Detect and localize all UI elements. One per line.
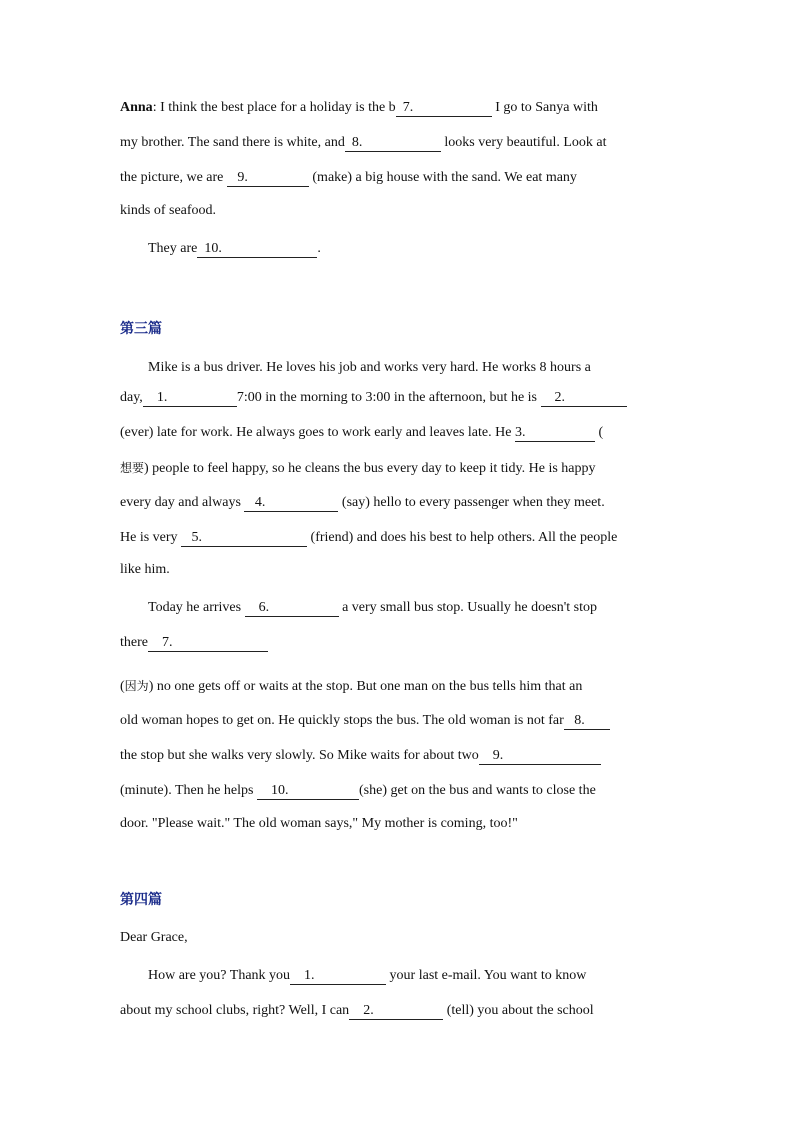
passage3-line-2 [120, 388, 627, 408]
blank-number: 3. [514, 425, 526, 440]
passage4-line-2 [148, 966, 586, 986]
chinese-hint: 想要 [120, 461, 145, 475]
passage3-line-12 [120, 746, 601, 766]
text: ( [120, 679, 125, 694]
blank-8b[interactable] [564, 713, 610, 730]
text: about my school clubs, right? Well, I can [120, 1003, 350, 1018]
blank-7b[interactable] [148, 635, 268, 652]
text: old woman hopes to get on. He quickly stops the bus. The old woman is not far [120, 713, 564, 728]
blank-1b[interactable] [290, 968, 386, 985]
blank-6[interactable] [245, 600, 339, 617]
text: 7:00 in the morning to 3:00 in the afternoon, but he is [236, 390, 541, 405]
text: door. "Please wait." The old woman says," My mother is coming, too!" [120, 816, 518, 831]
text: (make) a big house with the sand. We eat many [308, 170, 577, 185]
passage3-line-4 [120, 458, 596, 479]
blank-4[interactable] [244, 495, 338, 512]
text: the stop but she walks very slowly. So Mike waits for about two [120, 748, 479, 763]
text: (say) hello to every passenger when they meet. [338, 495, 605, 510]
text: He is very [120, 530, 182, 545]
text: day, [120, 390, 143, 405]
passage3-line-6 [120, 528, 617, 548]
blank-number: 1. [156, 390, 168, 405]
text: ( [594, 425, 604, 440]
blank-10[interactable] [197, 241, 317, 258]
text: the picture, we are [120, 170, 227, 185]
blank-3[interactable] [515, 425, 595, 442]
passage2-line-3 [120, 168, 577, 188]
text: kinds of seafood. [120, 203, 217, 218]
blank-number: 8. [351, 135, 363, 150]
text: (minute). Then he helps [120, 783, 257, 798]
blank-number: 2. [554, 390, 565, 405]
blank-number: 6. [258, 600, 270, 615]
blank-number: 7. [161, 635, 173, 650]
passage3-line-5 [120, 493, 605, 513]
passage4-line-1 [120, 928, 188, 948]
passage3-line-9 [120, 633, 268, 653]
text: ) no one gets off or waits at the stop. But one man on the bus tells him that an [148, 679, 583, 694]
passage3-line-10 [120, 676, 582, 697]
text: every day and always [120, 495, 245, 510]
passage3-line-7 [120, 560, 170, 580]
blank-number: 5. [191, 530, 203, 545]
passage2-line-2 [120, 133, 607, 153]
blank-number: 7. [402, 100, 414, 115]
blank-1[interactable] [143, 390, 237, 407]
blank-number: 8. [574, 713, 585, 728]
text: your last e-mail. You want to know [386, 968, 587, 983]
blank-9b[interactable] [479, 748, 601, 765]
blank-2b[interactable] [349, 1003, 443, 1020]
blank-number: 2. [363, 1003, 374, 1018]
text: They are [148, 241, 198, 256]
blank-number: 9. [492, 748, 504, 763]
text: (friend) and does his best to help others. All the people [307, 530, 618, 545]
text: my brother. The sand there is white, and [120, 135, 345, 150]
blank-10b[interactable] [257, 783, 359, 800]
passage3-line-3 [120, 423, 603, 443]
passage2-line-5 [148, 239, 321, 259]
chinese-hint: 因为 [124, 679, 149, 693]
text: looks very beautiful. Look at [440, 135, 607, 150]
text: (ever) late for work. He always goes to work early and leaves late. He [120, 425, 515, 440]
blank-9[interactable] [227, 170, 309, 187]
passage3-line-8 [148, 598, 597, 618]
passage3-line-14 [120, 814, 518, 834]
blank-5[interactable] [181, 530, 307, 547]
blank-8[interactable] [345, 135, 441, 152]
blank-number: 10. [204, 241, 222, 256]
text: Mike is a bus driver. He loves his job and works very hard. He works 8 hours a [148, 360, 591, 375]
text: : I think the best place for a holiday is the b [152, 100, 396, 115]
blank-2[interactable] [541, 390, 627, 407]
passage4-line-3 [120, 1001, 594, 1021]
speaker-name: Anna [120, 100, 153, 115]
text: . [317, 241, 321, 256]
passage2-line-4 [120, 201, 216, 221]
passage3-line-11 [120, 711, 610, 731]
text: ) people to feel happy, so he cleans the bus every day to keep it tidy. He is happy [144, 461, 596, 476]
section-heading-4: 第四篇 [120, 892, 162, 908]
blank-number: 4. [254, 495, 266, 510]
section-heading-3: 第三篇 [120, 321, 162, 337]
blank-number: 1. [304, 968, 315, 983]
text: Today he arrives [148, 600, 245, 615]
text: How are you? Thank you [148, 968, 291, 983]
passage3-line-13 [120, 781, 596, 801]
blank-7[interactable] [396, 100, 492, 117]
text: like him. [120, 562, 170, 577]
text: I go to Sanya with [491, 100, 598, 115]
blank-number: 9. [237, 170, 248, 185]
text: Dear Grace, [120, 930, 188, 945]
passage3-line-1 [148, 358, 591, 378]
text: a very small bus stop. Usually he doesn't stop [338, 600, 597, 615]
text: there [120, 635, 148, 650]
passage2-line-1 [120, 98, 598, 118]
text: (she) get on the bus and wants to close the [359, 783, 596, 798]
blank-number: 10. [271, 783, 289, 798]
text: (tell) you about the school [443, 1003, 594, 1018]
